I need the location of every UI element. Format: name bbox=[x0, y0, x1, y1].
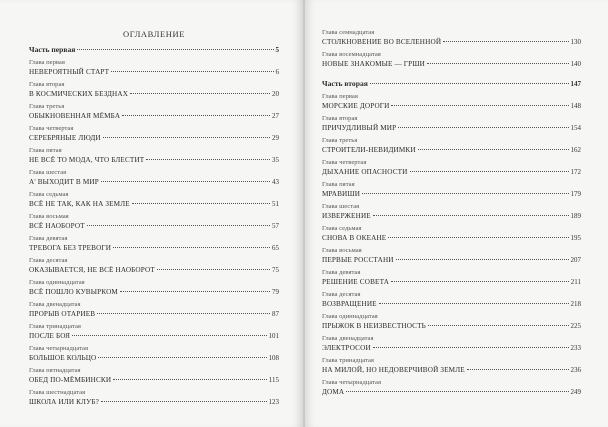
chapter-title: СТРОИТЕЛИ-НЕВИДИМКИ bbox=[322, 146, 416, 154]
dot-leader bbox=[103, 136, 270, 138]
chapter-label: Глава пятая bbox=[322, 181, 355, 188]
toc-entry bbox=[322, 93, 581, 115]
chapter-page: 51 bbox=[272, 200, 279, 208]
chapter-label: Глава одиннадцатая bbox=[29, 279, 85, 286]
chapter-title: ШКОЛА ИЛИ КЛУБ? bbox=[29, 398, 99, 406]
chapter-page: 101 bbox=[268, 332, 279, 340]
chapter-title: ПОСЛЕ БОЯ bbox=[29, 332, 71, 340]
chapter-page: 108 bbox=[268, 354, 279, 362]
chapter-page: 195 bbox=[570, 234, 581, 242]
toc-entry bbox=[29, 257, 279, 279]
dot-leader bbox=[467, 368, 569, 370]
chapter-page: 123 bbox=[268, 398, 279, 406]
dot-leader bbox=[443, 40, 568, 42]
chapter-label: Глава четвертая bbox=[322, 159, 367, 166]
dot-leader bbox=[101, 400, 267, 402]
chapter-label: Глава десятая bbox=[29, 257, 68, 264]
toc-entry bbox=[29, 125, 279, 147]
chapter-label: Глава одиннадцатая bbox=[322, 313, 378, 320]
dot-leader bbox=[101, 180, 270, 182]
chapter-label: Глава первая bbox=[322, 93, 358, 100]
chapter-title: ОБЕД ПО-МЁМБИНСКИ bbox=[29, 376, 112, 384]
toc-entry bbox=[322, 159, 581, 181]
dot-leader bbox=[132, 202, 270, 204]
chapter-page: 189 bbox=[570, 212, 581, 220]
chapter-title: ПРИЧУДЛИВЫЙ МИР bbox=[322, 124, 397, 132]
chapter-title: ВСЁ НЕ ТАК, КАК НА ЗЕМЛЕ bbox=[29, 200, 130, 208]
chapter-label: Глава восемнадцатая bbox=[322, 51, 381, 58]
chapter-page: 35 bbox=[272, 156, 279, 164]
toc-entry bbox=[322, 379, 581, 401]
chapter-title: СЕРЕБРЯНЫЕ ЛЮДИ bbox=[29, 134, 101, 142]
chapter-page: 148 bbox=[570, 102, 581, 110]
dot-leader bbox=[370, 82, 569, 84]
chapter-label: Глава шестая bbox=[322, 203, 360, 210]
toc-entry bbox=[322, 225, 581, 247]
dot-leader bbox=[418, 148, 569, 150]
chapter-label: Глава четвертая bbox=[29, 125, 74, 132]
chapter-page: 75 bbox=[272, 266, 279, 274]
dot-leader bbox=[388, 236, 568, 238]
dot-leader bbox=[373, 346, 569, 348]
chapter-title: БОЛЬШОЕ КОЛЬЦО bbox=[29, 354, 97, 362]
left-page bbox=[0, 0, 303, 427]
toc-entry bbox=[322, 357, 581, 379]
dot-leader bbox=[379, 302, 569, 304]
chapter-page: 79 bbox=[272, 288, 279, 296]
chapter-title: ВОЗВРАЩЕНИЕ bbox=[322, 300, 377, 308]
toc-entry bbox=[29, 147, 279, 169]
dot-leader bbox=[113, 378, 267, 380]
chapter-page: 57 bbox=[272, 222, 279, 230]
chapter-page: 233 bbox=[570, 344, 581, 352]
chapter-label: Глава третья bbox=[322, 137, 358, 144]
right-chapter-list-part-two bbox=[322, 93, 581, 401]
toc-entry bbox=[29, 59, 279, 81]
chapter-title: ИЗВЕРЖЕНИЕ bbox=[322, 212, 371, 220]
chapter-page: 29 bbox=[272, 134, 279, 142]
chapter-page: 207 bbox=[570, 256, 581, 264]
chapter-page: 162 bbox=[570, 146, 581, 154]
toc-entry bbox=[322, 203, 581, 225]
chapter-label: Глава тринадцатая bbox=[322, 357, 374, 364]
dot-leader bbox=[122, 114, 270, 116]
chapter-title: ЭЛЕКТРОСОИ bbox=[322, 344, 371, 352]
chapter-label: Глава седьмая bbox=[29, 191, 69, 198]
chapter-label: Глава восьмая bbox=[322, 247, 362, 254]
chapter-label: Глава седьмая bbox=[322, 225, 362, 232]
toc-entry bbox=[29, 389, 279, 411]
toc-entry bbox=[29, 235, 279, 257]
dot-leader bbox=[157, 268, 270, 270]
chapter-page: 225 bbox=[570, 322, 581, 330]
left-chapter-list bbox=[29, 59, 279, 411]
toc-entry bbox=[322, 181, 581, 203]
chapter-page: 249 bbox=[570, 388, 581, 396]
dot-leader bbox=[427, 62, 569, 64]
chapter-title: ПРОРЫВ ОТАРИЕВ bbox=[29, 310, 96, 318]
chapter-label: Глава пятая bbox=[29, 147, 62, 154]
dot-leader bbox=[111, 70, 273, 72]
part-title: Часть вторая bbox=[322, 79, 368, 88]
toc-entry bbox=[322, 291, 581, 313]
toc-entry bbox=[29, 191, 279, 213]
chapter-title: НЕ ВСЁ ТО МОДА, ЧТО БЛЕСТИТ bbox=[29, 156, 145, 164]
chapter-label: Глава тринадцатая bbox=[29, 323, 81, 330]
toc-entry bbox=[29, 301, 279, 323]
chapter-title: СТОЛКНОВЕНИЕ ВО ВСЕЛЕННОЙ bbox=[322, 38, 442, 46]
chapter-page: 179 bbox=[570, 190, 581, 198]
toc-entry bbox=[322, 137, 581, 159]
chapter-page: 218 bbox=[570, 300, 581, 308]
part-page: 147 bbox=[570, 80, 581, 88]
chapter-title: ВСЁ ПОШЛО КУВЫРКОМ bbox=[29, 288, 118, 296]
chapter-title: ДЫХАНИЕ ОПАСНОСТИ bbox=[322, 168, 408, 176]
chapter-label: Глава десятая bbox=[322, 291, 361, 298]
part-one-entry bbox=[29, 45, 279, 59]
dot-leader bbox=[373, 214, 569, 216]
dot-leader bbox=[428, 324, 569, 326]
dot-leader bbox=[77, 48, 273, 50]
chapter-label: Глава первая bbox=[29, 59, 65, 66]
chapter-title: НА МИЛОЙ, НО НЕДОВЕРЧИВОЙ ЗЕМЛЕ bbox=[322, 366, 465, 374]
toc-entry bbox=[29, 367, 279, 389]
chapter-title: ПЕРВЫЕ РОССТАНИ bbox=[322, 256, 394, 264]
dot-leader bbox=[391, 104, 568, 106]
toc-entry bbox=[322, 313, 581, 335]
chapter-label: Глава девятая bbox=[29, 235, 68, 242]
right-page bbox=[305, 0, 608, 427]
chapter-page: 43 bbox=[272, 178, 279, 186]
chapter-page: 87 bbox=[272, 310, 279, 318]
chapter-label: Глава двенадцатая bbox=[322, 335, 374, 342]
chapter-label: Глава пятнадцатая bbox=[29, 367, 81, 374]
chapter-title: ОКАЗЫВАЕТСЯ, НЕ ВСЁ НАОБОРОТ bbox=[29, 266, 155, 274]
dot-leader bbox=[391, 280, 569, 282]
dot-leader bbox=[72, 334, 266, 336]
chapter-label: Глава восьмая bbox=[29, 213, 69, 220]
chapter-page: 154 bbox=[570, 124, 581, 132]
dot-leader bbox=[410, 170, 569, 172]
chapter-title: МРАВИШИ bbox=[322, 190, 361, 198]
chapter-page: 65 bbox=[272, 244, 279, 252]
chapter-label: Глава шестая bbox=[29, 169, 67, 176]
dot-leader bbox=[113, 246, 270, 248]
chapter-title: МОРСКИЕ ДОРОГИ bbox=[322, 102, 390, 110]
chapter-title: РЕШЕНИЕ СОВЕТА bbox=[322, 278, 390, 286]
dot-leader bbox=[396, 258, 569, 260]
right-chapter-list-part-one bbox=[322, 29, 581, 73]
chapter-label: Глава вторая bbox=[322, 115, 358, 122]
toc-entry bbox=[322, 51, 581, 73]
chapter-page: 140 bbox=[570, 60, 581, 68]
toc-entry bbox=[29, 323, 279, 345]
toc-entry bbox=[29, 81, 279, 103]
chapter-page: 6 bbox=[275, 68, 279, 76]
chapter-page: 20 bbox=[272, 90, 279, 98]
toc-entry bbox=[29, 213, 279, 235]
part-page: 5 bbox=[275, 46, 279, 54]
chapter-title: ДОМА bbox=[322, 388, 345, 396]
dot-leader bbox=[130, 92, 270, 94]
chapter-title: ПРЫЖОК В НЕИЗВЕСТНОСТЬ bbox=[322, 322, 426, 330]
dot-leader bbox=[146, 158, 270, 160]
chapter-label: Глава третья bbox=[29, 103, 65, 110]
dot-leader bbox=[98, 356, 266, 358]
toc-entry bbox=[29, 279, 279, 301]
chapter-title: А' ВЫХОДИТ В МИР bbox=[29, 178, 99, 186]
part-two-entry bbox=[322, 79, 581, 93]
chapter-title: НОВЫЕ ЗНАКОМЫЕ — ГРШИ bbox=[322, 60, 425, 68]
chapter-title: ВСЁ НАОБОРОТ bbox=[29, 222, 85, 230]
chapter-label: Глава семнадцатая bbox=[322, 29, 375, 36]
chapter-label: Глава четырнадцатая bbox=[322, 379, 382, 386]
toc-entry bbox=[29, 169, 279, 191]
toc-entry bbox=[322, 247, 581, 269]
toc-entry bbox=[322, 269, 581, 291]
dot-leader bbox=[87, 224, 270, 226]
chapter-page: 27 bbox=[272, 112, 279, 120]
chapter-label: Глава двенадцатая bbox=[29, 301, 81, 308]
chapter-title: СНОВА В ОКЕАНЕ bbox=[322, 234, 387, 242]
toc-entry bbox=[29, 103, 279, 125]
chapter-title: НЕВЕРОЯТНЫЙ СТАРТ bbox=[29, 68, 110, 76]
dot-leader bbox=[120, 290, 270, 292]
chapter-label: Глава шестнадцатая bbox=[29, 389, 86, 396]
dot-leader bbox=[398, 126, 568, 128]
chapter-label: Глава вторая bbox=[29, 81, 65, 88]
toc-entry bbox=[322, 115, 581, 137]
dot-leader bbox=[362, 192, 568, 194]
toc-heading: ОГЛАВЛЕНИЕ bbox=[122, 29, 186, 39]
chapter-label: Глава четырнадцатая bbox=[29, 345, 89, 352]
toc-entry bbox=[29, 345, 279, 367]
toc-entry bbox=[322, 335, 581, 357]
chapter-title: ТРЕВОГА БЕЗ ТРЕВОГИ bbox=[29, 244, 112, 252]
chapter-label: Глава девятая bbox=[322, 269, 361, 276]
dot-leader bbox=[346, 390, 568, 392]
chapter-page: 130 bbox=[570, 38, 581, 46]
chapter-title: ОБЫКНОВЕННАЯ МЁМБА bbox=[29, 112, 121, 120]
chapter-page: 236 bbox=[570, 366, 581, 374]
chapter-page: 172 bbox=[570, 168, 581, 176]
part-title: Часть первая bbox=[29, 45, 76, 54]
chapter-page: 211 bbox=[570, 278, 581, 286]
chapter-title: В КОСМИЧЕСКИХ БЕЗДНАХ bbox=[29, 90, 129, 98]
chapter-page: 115 bbox=[268, 376, 279, 384]
toc-entry bbox=[322, 29, 581, 51]
dot-leader bbox=[97, 312, 270, 314]
